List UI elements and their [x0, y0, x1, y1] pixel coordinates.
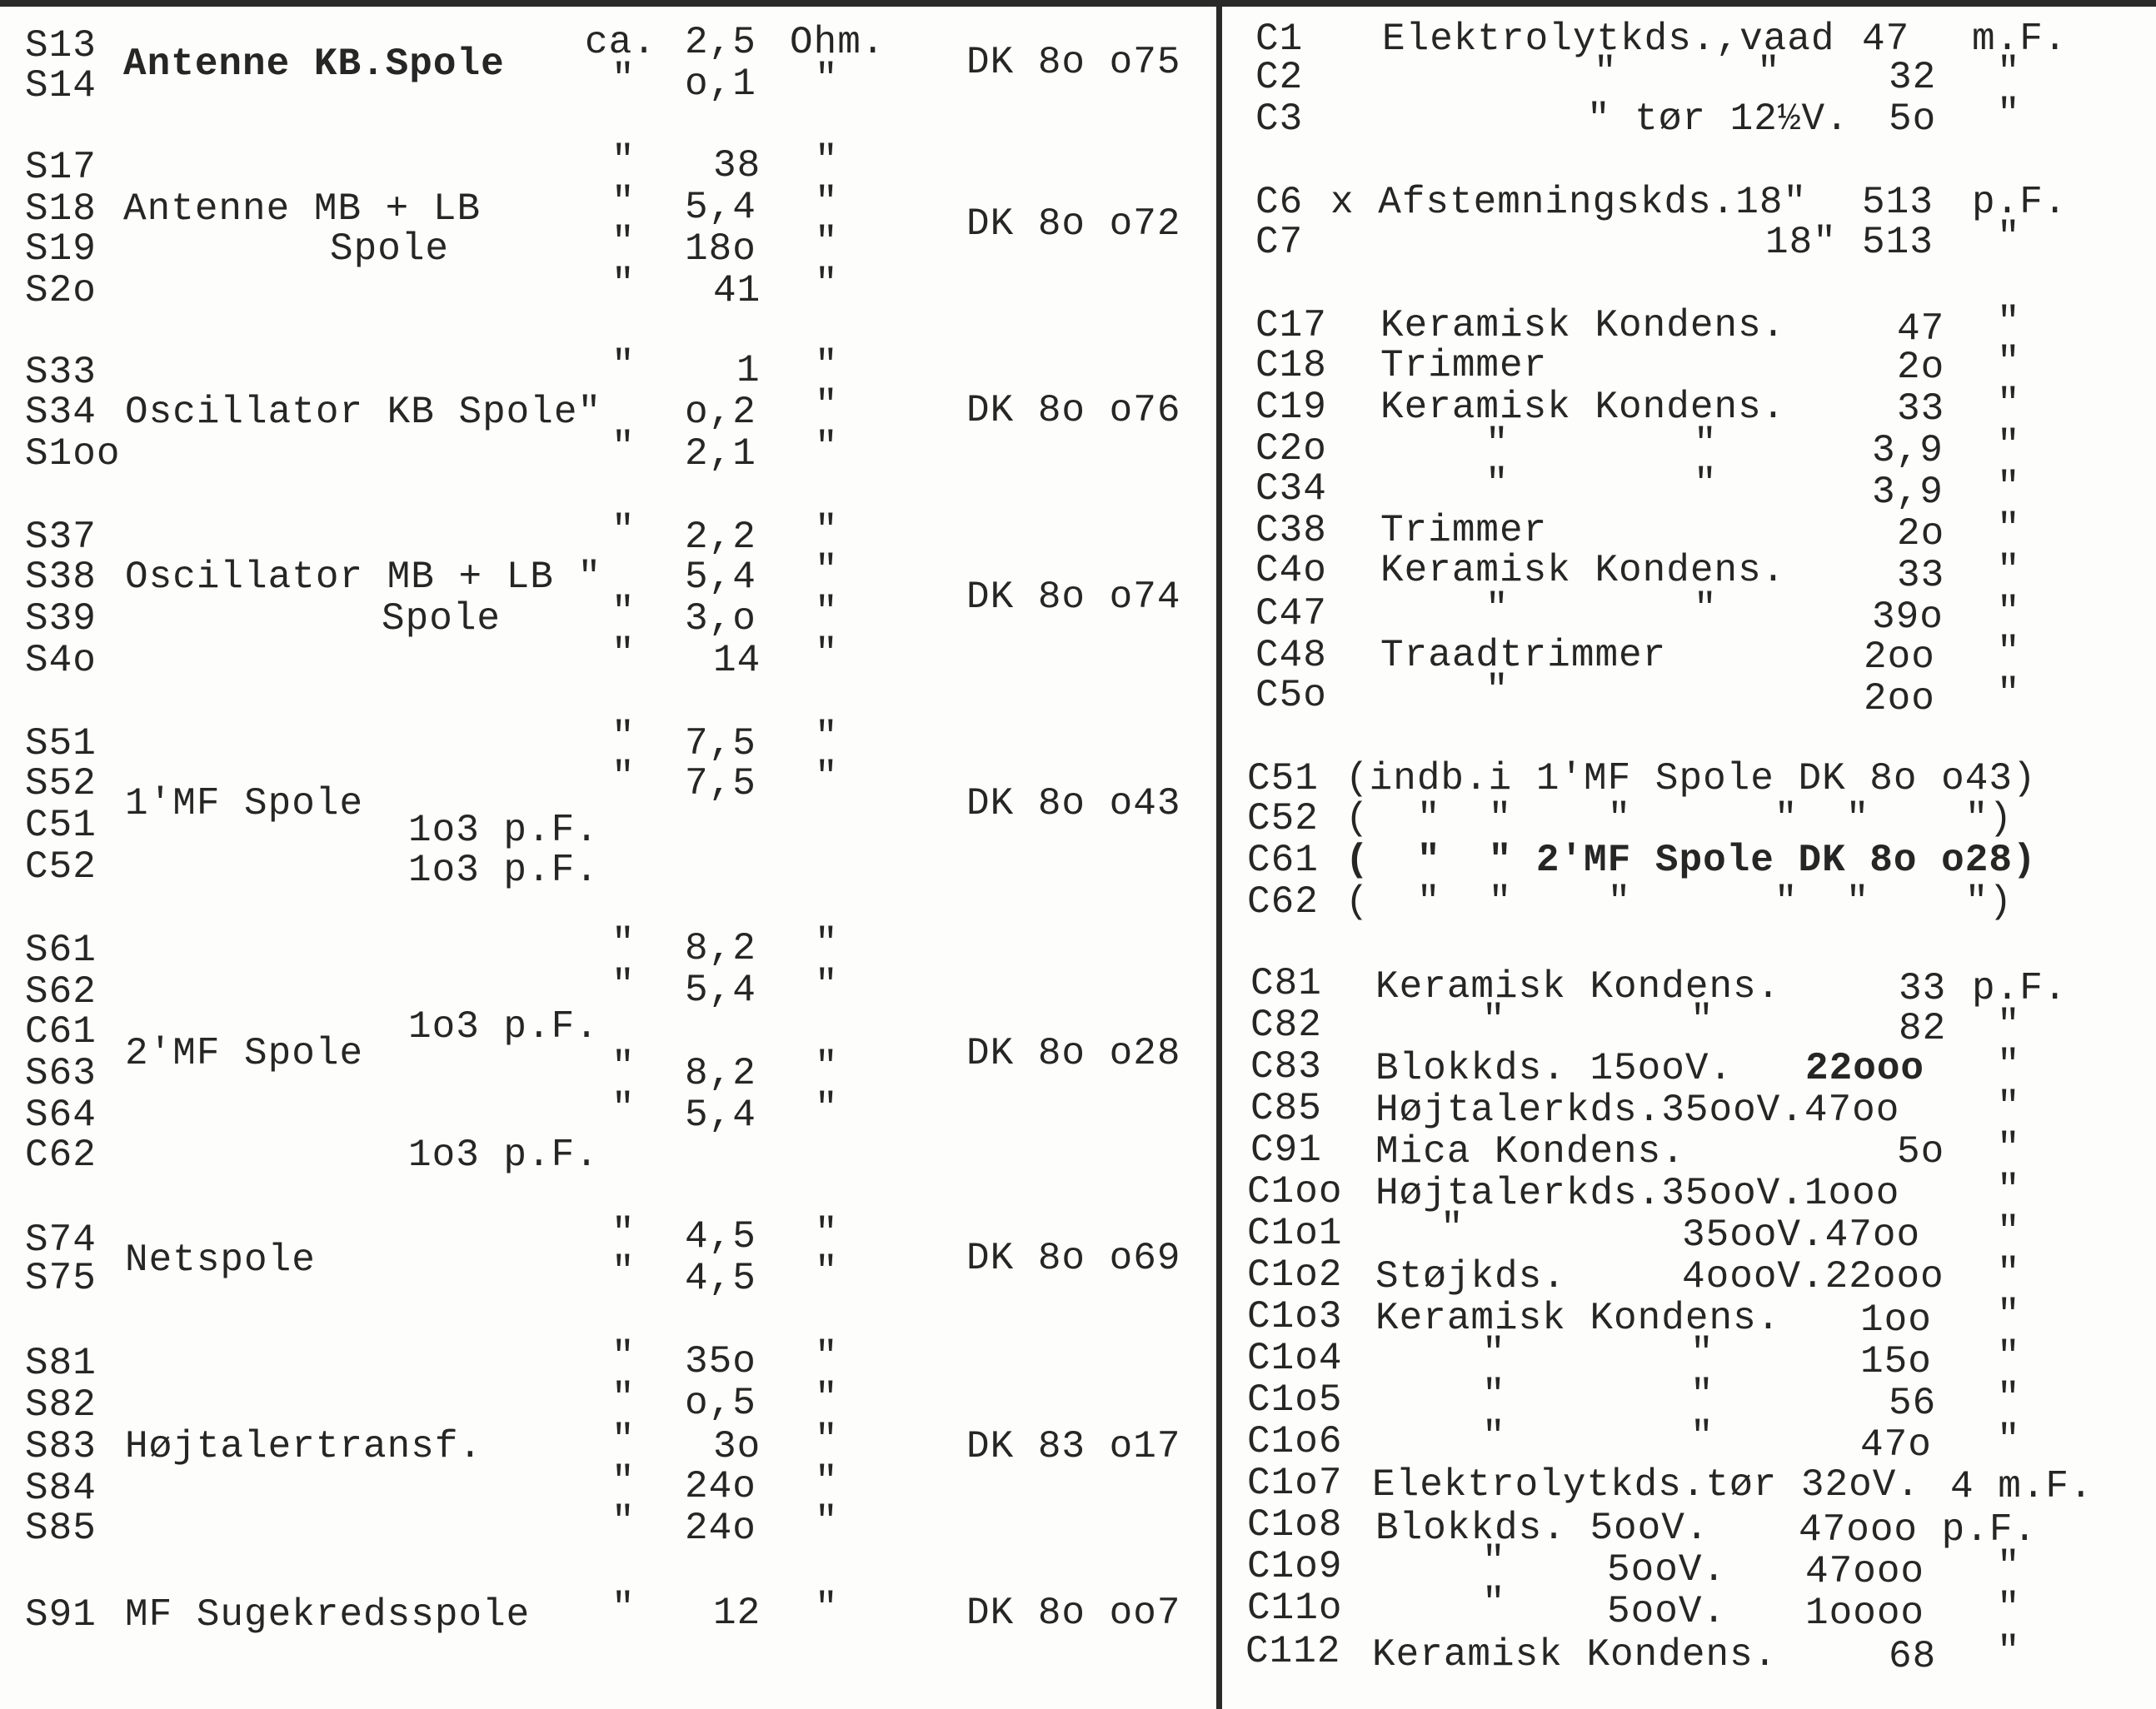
entry-c104-val: 15o	[1860, 1340, 1932, 1383]
entry-c82-unit: "	[1997, 1004, 2021, 1047]
entry-s19-val: 18o	[685, 227, 756, 271]
entry-s51-q: "	[611, 715, 636, 759]
entry-s19: S19	[25, 227, 97, 271]
entry-s74: S74	[25, 1218, 97, 1262]
entry-s52-q: "	[611, 755, 636, 799]
entry-s52-unit: "	[815, 755, 839, 799]
entry-s37: S37	[25, 516, 97, 559]
entry-c19-val: 33	[1897, 387, 1945, 431]
entry-s13-ca: ca.	[585, 21, 656, 64]
entry-s33-q: "	[611, 344, 636, 387]
entry-s74-q: "	[611, 1212, 636, 1255]
entry-c82-val: 82	[1899, 1007, 1947, 1050]
entry-c112-unit: "	[1997, 1630, 2021, 1673]
entry-c19-desc: Keramisk Kondens.	[1380, 386, 1786, 429]
entry-c106: C1o6	[1247, 1420, 1343, 1463]
entry-c6-unit: p.F.	[1972, 181, 2068, 224]
entry-c102-desc: Støjkds.	[1375, 1255, 1566, 1298]
entry-s62: S62	[25, 970, 97, 1014]
entry-s82: S82	[25, 1383, 97, 1427]
entry-s91-q: "	[611, 1587, 636, 1630]
entry-s62-val: 5,4	[685, 969, 756, 1012]
entry-c51-r-desc: (indb.i 1'MF Spole DK 8o o43)	[1345, 757, 2037, 800]
entry-c1-desc: Elektrolytkds.,vaad	[1382, 17, 1835, 61]
entry-c47-val: 39o	[1872, 595, 1944, 639]
entry-s74-val: 4,5	[685, 1215, 756, 1258]
entry-s14-q: "	[611, 57, 636, 101]
entry-c83: C83	[1250, 1045, 1322, 1089]
entry-s18-val: 5,4	[685, 186, 756, 229]
entry-s37-q: "	[611, 509, 636, 552]
entry-c2-val: 32	[1889, 56, 1937, 99]
entry-mf2-dk: DK 8o o28	[966, 1032, 1181, 1075]
entry-s51-val: 7,5	[685, 722, 756, 765]
entry-s63-unit: "	[815, 1045, 839, 1089]
entry-c104-q2: "	[1690, 1332, 1714, 1375]
entry-c101: C1o1	[1247, 1212, 1343, 1255]
entry-c50-val: 2oo	[1864, 677, 1935, 720]
entry-c100-unit: "	[1997, 1168, 2021, 1212]
entry-c104: C1o4	[1247, 1337, 1343, 1380]
entry-c38: C38	[1255, 509, 1327, 552]
entry-s18-desc: Antenne MB + LB	[123, 187, 482, 231]
entry-c81-desc: Keramisk Kondens.	[1375, 965, 1781, 1009]
entry-s40-unit: "	[815, 632, 839, 675]
entry-c6-val: 513	[1862, 181, 1934, 224]
entry-s13-unit: Ohm.	[790, 21, 886, 64]
entry-s51: S51	[25, 722, 97, 765]
entry-s63-q: "	[611, 1045, 636, 1089]
entry-c82: C82	[1250, 1004, 1322, 1047]
entry-s40-q: "	[611, 632, 636, 675]
entry-c106-unit: "	[1997, 1418, 2021, 1462]
entry-s82-unit: "	[815, 1377, 839, 1420]
entry-c110: C11o	[1247, 1587, 1343, 1630]
entry-s81: S81	[25, 1342, 97, 1385]
entry-s84-val: 24o	[685, 1465, 756, 1508]
entry-c107: C1o7	[1247, 1462, 1343, 1505]
entry-c82-q1: "	[1482, 999, 1506, 1042]
entry-c105-val: 56	[1889, 1382, 1937, 1425]
entry-s75-unit: "	[815, 1250, 839, 1293]
entry-c105-q1: "	[1482, 1373, 1506, 1417]
entry-c109-val: 47ooo	[1805, 1550, 1925, 1593]
entry-c83-desc: Blokkds. 15ooV.	[1375, 1047, 1734, 1090]
entry-s38-unit: "	[815, 549, 839, 592]
entry-c51-r: C51	[1247, 757, 1319, 800]
entry-c7-val: 513	[1862, 221, 1934, 264]
entry-s100-q: "	[611, 426, 636, 469]
entry-c61-l: C61	[25, 1010, 97, 1054]
entry-c110-q: "	[1482, 1582, 1506, 1625]
entry-c50-q: "	[1485, 669, 1510, 712]
entry-s13-dk: DK 8o o75	[966, 41, 1181, 84]
entry-c82-q2: "	[1690, 999, 1714, 1042]
entry-c52-l: C52	[25, 845, 97, 889]
entry-c47-unit: "	[1997, 590, 2021, 634]
entry-c103: C1o3	[1247, 1295, 1343, 1338]
entry-s91: S91	[25, 1593, 97, 1637]
entry-c91: C91	[1250, 1129, 1322, 1172]
entry-c109-q: "	[1482, 1540, 1506, 1583]
entry-c6-desc: x Afstemningskds.18"	[1330, 181, 1808, 224]
entry-s19-unit: "	[815, 221, 839, 264]
entry-s39-val: 3,o	[685, 597, 756, 640]
entry-s61-val: 8,2	[685, 927, 756, 970]
entry-s20-unit: "	[815, 262, 839, 306]
entry-s64-unit: "	[815, 1087, 839, 1130]
entry-s14-val: o,1	[685, 62, 756, 106]
entry-c108: C1o8	[1247, 1503, 1343, 1547]
entry-c81-val: 33	[1899, 967, 1947, 1010]
entry-s64: S64	[25, 1094, 97, 1137]
entry-s81-q: "	[611, 1335, 636, 1378]
entry-s91-val: 12	[713, 1592, 761, 1635]
entry-s17-q: "	[611, 139, 636, 182]
entry-c101-desc: 35ooV.47oo	[1682, 1213, 1921, 1257]
entry-c83-val: 22ooo	[1805, 1047, 1925, 1090]
entry-s74-unit: "	[815, 1212, 839, 1255]
entry-c51-l-val: 1o3 p.F.	[408, 809, 599, 852]
entry-s91-dk: DK 8o oo7	[966, 1592, 1181, 1635]
entry-s52: S52	[25, 762, 97, 805]
entry-c62-r-desc: ( " " " " " ")	[1345, 880, 2013, 924]
entry-c17: C17	[1255, 304, 1327, 347]
entry-c40-val: 33	[1897, 554, 1945, 597]
entry-s34-val: o,2	[685, 391, 756, 434]
entry-s75-q: "	[611, 1250, 636, 1293]
entry-c110-desc: 5ooV.	[1607, 1590, 1727, 1633]
entry-s14: S14	[25, 64, 97, 107]
entry-c101-q: "	[1440, 1207, 1465, 1250]
capacitor-table	[1222, 0, 2156, 1709]
entry-s40: S4o	[25, 639, 97, 682]
entry-s38: S38	[25, 556, 97, 599]
entry-s34-desc: Oscillator KB Spole"	[125, 391, 602, 434]
entry-c108-val: 47ooo p.F.	[1799, 1508, 2038, 1552]
entry-s82-q: "	[611, 1377, 636, 1420]
entry-c102: C1o2	[1247, 1253, 1343, 1297]
entry-c103-unit: "	[1997, 1293, 2021, 1337]
entry-s18-q: "	[611, 181, 636, 224]
entry-s20-val: 41	[713, 269, 761, 312]
entry-s33-val: 1	[736, 349, 761, 392]
entry-mf2-desc: 2'MF Spole	[125, 1032, 364, 1075]
entry-c106-val: 47o	[1860, 1423, 1932, 1467]
entry-c105: C1o5	[1247, 1378, 1343, 1422]
entry-s63: S63	[25, 1052, 97, 1095]
entry-s85-q: "	[611, 1500, 636, 1543]
column-divider	[1216, 0, 1222, 1709]
entry-s13-desc: Antenne KB.Spole	[123, 42, 505, 86]
entry-s13-val: 2,5	[685, 21, 756, 64]
entry-s20: S2o	[25, 269, 97, 312]
entry-c18-unit: "	[1997, 341, 2021, 384]
entry-c112-val: 68	[1889, 1635, 1937, 1678]
entry-s83-val: 3o	[713, 1425, 761, 1468]
entry-c38-desc: Trimmer	[1380, 509, 1548, 552]
entry-s85-unit: "	[815, 1500, 839, 1543]
entry-s85: S85	[25, 1507, 97, 1550]
entry-c48-val: 2oo	[1864, 635, 1935, 679]
entry-s62-q: "	[611, 964, 636, 1007]
entry-c40-desc: Keramisk Kondens.	[1380, 549, 1786, 592]
entry-c3-unit: "	[1997, 92, 2021, 136]
entry-c17-val: 47	[1897, 307, 1945, 351]
entry-c34-q1: "	[1485, 462, 1510, 506]
entry-s51-unit: "	[815, 715, 839, 759]
entry-s34-dk: DK 8o o76	[966, 389, 1181, 432]
entry-c52-r-desc: ( " " " " " ")	[1345, 797, 2013, 840]
entry-c62-l: C62	[25, 1134, 97, 1177]
entry-s40-val: 14	[713, 639, 761, 682]
entry-s64-val: 5,4	[685, 1094, 756, 1137]
entry-c2-q2: "	[1757, 51, 1781, 94]
entry-s38-dk: DK 8o o74	[966, 575, 1181, 619]
entry-c7: C7	[1255, 221, 1304, 264]
entry-c40-unit: "	[1997, 549, 2021, 592]
entry-c40: C4o	[1255, 549, 1327, 592]
entry-s39: S39	[25, 597, 97, 640]
entry-c61-r-desc: ( " " 2'MF Spole DK 8o o28)	[1345, 839, 2037, 882]
entry-s39-desc: Spole	[382, 597, 502, 640]
entry-mf1-dk: DK 8o o43	[966, 782, 1181, 825]
entry-s62-unit: "	[815, 964, 839, 1007]
entry-c38-val: 2o	[1897, 512, 1945, 556]
entry-c50: C5o	[1255, 674, 1327, 717]
entry-s100-unit: "	[815, 426, 839, 469]
entry-c100: C1oo	[1247, 1170, 1343, 1213]
entry-c3-desc: " tør 12½V.	[1587, 97, 1849, 141]
entry-c105-unit: "	[1997, 1377, 2021, 1420]
entry-c20: C2o	[1255, 427, 1327, 471]
entry-c2-unit: "	[1997, 51, 2021, 94]
entry-c19-unit: "	[1997, 382, 2021, 426]
entry-net-desc: Netspole	[125, 1238, 316, 1282]
entry-s61-unit: "	[815, 922, 839, 965]
entry-s33: S33	[25, 351, 97, 394]
entry-c62-r: C62	[1247, 880, 1319, 924]
entry-s34-unit: "	[815, 384, 839, 427]
entry-s81-val: 35o	[685, 1340, 756, 1383]
entry-c91-desc: Mica Kondens.	[1375, 1130, 1685, 1173]
entry-c47-q2: "	[1694, 587, 1718, 630]
entry-s38-val: 5,4	[685, 556, 756, 599]
entry-c108-desc: Blokkds. 5ooV.	[1375, 1507, 1709, 1550]
entry-s38-desc: Oscillator MB + LB "	[125, 556, 602, 599]
entry-c91-unit: "	[1997, 1127, 2021, 1170]
entry-c61-l-val: 1o3 p.F.	[408, 1005, 599, 1049]
entry-c102-unit: "	[1997, 1252, 2021, 1295]
entry-c101-unit: "	[1997, 1210, 2021, 1253]
entry-c110-val: 1oooo	[1805, 1592, 1925, 1635]
entry-c48-unit: "	[1997, 630, 2021, 674]
entry-c1-unit: m.F.	[1972, 17, 2068, 61]
entry-s13: S13	[25, 24, 97, 67]
entry-c103-desc: Keramisk Kondens.	[1375, 1297, 1781, 1340]
entry-c83-unit: "	[1997, 1044, 2021, 1087]
entry-c50-unit: "	[1997, 672, 2021, 715]
entry-c62-l-val: 1o3 p.F.	[408, 1134, 599, 1177]
entry-c6: C6	[1255, 181, 1304, 224]
entry-c48: C48	[1255, 634, 1327, 677]
entry-s82-val: o,5	[685, 1382, 756, 1425]
entry-s33-unit: "	[815, 344, 839, 387]
entry-c47-q1: "	[1485, 587, 1510, 630]
entry-c3-val: 5o	[1889, 97, 1937, 141]
entry-s91-desc: MF Sugekredsspole	[125, 1593, 531, 1637]
entry-s83: S83	[25, 1425, 97, 1468]
entry-s17-val: 38	[713, 144, 761, 187]
entry-s100-val: 2,1	[685, 432, 756, 476]
entry-net-dk: DK 8o o69	[966, 1237, 1181, 1280]
entry-c38-unit: "	[1997, 507, 2021, 551]
entry-s85-val: 24o	[685, 1507, 756, 1550]
entry-s61-q: "	[611, 922, 636, 965]
entry-s83-desc: Højtalertransf.	[125, 1425, 483, 1468]
entry-s18: S18	[25, 187, 97, 231]
entry-s52-val: 7,5	[685, 762, 756, 805]
entry-s83-dk: DK 83 o17	[966, 1425, 1181, 1468]
entry-c103-val: 1oo	[1860, 1298, 1932, 1342]
entry-s83-q: "	[611, 1418, 636, 1462]
entry-c18-desc: Trimmer	[1380, 344, 1548, 387]
entry-c20-val: 3,9	[1872, 429, 1944, 472]
entry-c91-val: 5o	[1897, 1130, 1945, 1173]
entry-c34-val: 3,9	[1872, 471, 1944, 514]
entry-c3: C3	[1255, 97, 1304, 141]
entry-s75: S75	[25, 1257, 97, 1300]
entry-c104-q1: "	[1482, 1332, 1506, 1375]
entry-c1-val: 47	[1862, 17, 1910, 61]
entry-s63-val: 8,2	[685, 1052, 756, 1095]
entry-s84-q: "	[611, 1460, 636, 1503]
entry-c100-desc: Højtalerkds.35ooV.1ooo	[1375, 1172, 1900, 1215]
entry-c85: C85	[1250, 1087, 1322, 1130]
entry-c106-q2: "	[1690, 1415, 1714, 1458]
entry-c51-l: C51	[25, 804, 97, 847]
entry-s14-unit: "	[815, 57, 839, 101]
entry-c1: C1	[1255, 17, 1304, 61]
entry-c61-r: C61	[1247, 839, 1319, 882]
entry-c104-unit: "	[1997, 1335, 2021, 1378]
entry-c17-desc: Keramisk Kondens.	[1380, 304, 1786, 347]
entry-c107-desc: Elektrolytkds.tør 32oV.	[1372, 1463, 1920, 1507]
entry-s37-unit: "	[815, 509, 839, 552]
entry-c2: C2	[1255, 56, 1304, 99]
entry-s64-q: "	[611, 1087, 636, 1130]
entry-c109-desc: 5ooV.	[1607, 1548, 1727, 1592]
entry-s39-unit: "	[815, 590, 839, 634]
entry-c17-unit: "	[1997, 301, 2021, 344]
entry-s100: S1oo	[25, 432, 121, 476]
entry-c81-unit: p.F.	[1972, 967, 2068, 1010]
entry-c110-unit: "	[1997, 1587, 2021, 1630]
entry-c20-q1: "	[1485, 422, 1510, 466]
entry-s19-q: "	[611, 221, 636, 264]
entry-c52-r: C52	[1247, 797, 1319, 840]
entry-c112: C112	[1245, 1630, 1341, 1673]
entry-mf1-desc: 1'MF Spole	[125, 782, 364, 825]
entry-c7-unit: "	[1997, 216, 2021, 259]
entry-c105-q2: "	[1690, 1373, 1714, 1417]
entry-c34-unit: "	[1997, 466, 2021, 509]
entry-s34: S34	[25, 391, 97, 434]
entry-c109: C1o9	[1247, 1545, 1343, 1588]
entry-c109-unit: "	[1997, 1545, 2021, 1588]
entry-c102-val: 4oooV.22ooo	[1682, 1255, 1944, 1298]
entry-c47: C47	[1255, 592, 1327, 635]
entry-c2-q1: "	[1594, 51, 1618, 94]
entry-s17-unit: "	[815, 139, 839, 182]
entry-s18-unit: "	[815, 181, 839, 224]
entry-c52-l-val: 1o3 p.F.	[408, 849, 599, 892]
entry-c85-unit: "	[1997, 1085, 2021, 1129]
entry-c85-desc: Højtalerkds.35ooV.47oo	[1375, 1089, 1900, 1132]
entry-s75-val: 4,5	[685, 1257, 756, 1300]
entry-s61: S61	[25, 929, 97, 972]
entry-s83-unit: "	[815, 1418, 839, 1462]
entry-s39-q: "	[611, 590, 636, 634]
entry-s81-unit: "	[815, 1335, 839, 1378]
entry-s84-unit: "	[815, 1460, 839, 1503]
entry-c18: C18	[1255, 344, 1327, 387]
entry-c112-desc: Keramisk Kondens.	[1372, 1633, 1778, 1677]
entry-c19: C19	[1255, 386, 1327, 429]
entry-c20-q2: "	[1694, 422, 1718, 466]
entry-s18-dk: DK 8o o72	[966, 202, 1181, 246]
entry-s17: S17	[25, 146, 97, 189]
entry-c106-q1: "	[1482, 1415, 1506, 1458]
entry-s19-desc: Spole	[330, 227, 450, 271]
entry-c18-val: 2o	[1897, 346, 1945, 389]
entry-c34-q2: "	[1694, 462, 1718, 506]
entry-c7-desc: 18"	[1765, 221, 1837, 264]
entry-c48-desc: Traadtrimmer	[1380, 634, 1667, 677]
entry-s20-q: "	[611, 262, 636, 306]
entry-s91-unit: "	[815, 1587, 839, 1630]
entry-s37-val: 2,2	[685, 516, 756, 559]
entry-c107-val: 4 m.F.	[1950, 1465, 2094, 1508]
entry-c81: C81	[1250, 962, 1322, 1005]
entry-c34: C34	[1255, 467, 1327, 511]
entry-c20-unit: "	[1997, 424, 2021, 467]
entry-s84: S84	[25, 1467, 97, 1510]
